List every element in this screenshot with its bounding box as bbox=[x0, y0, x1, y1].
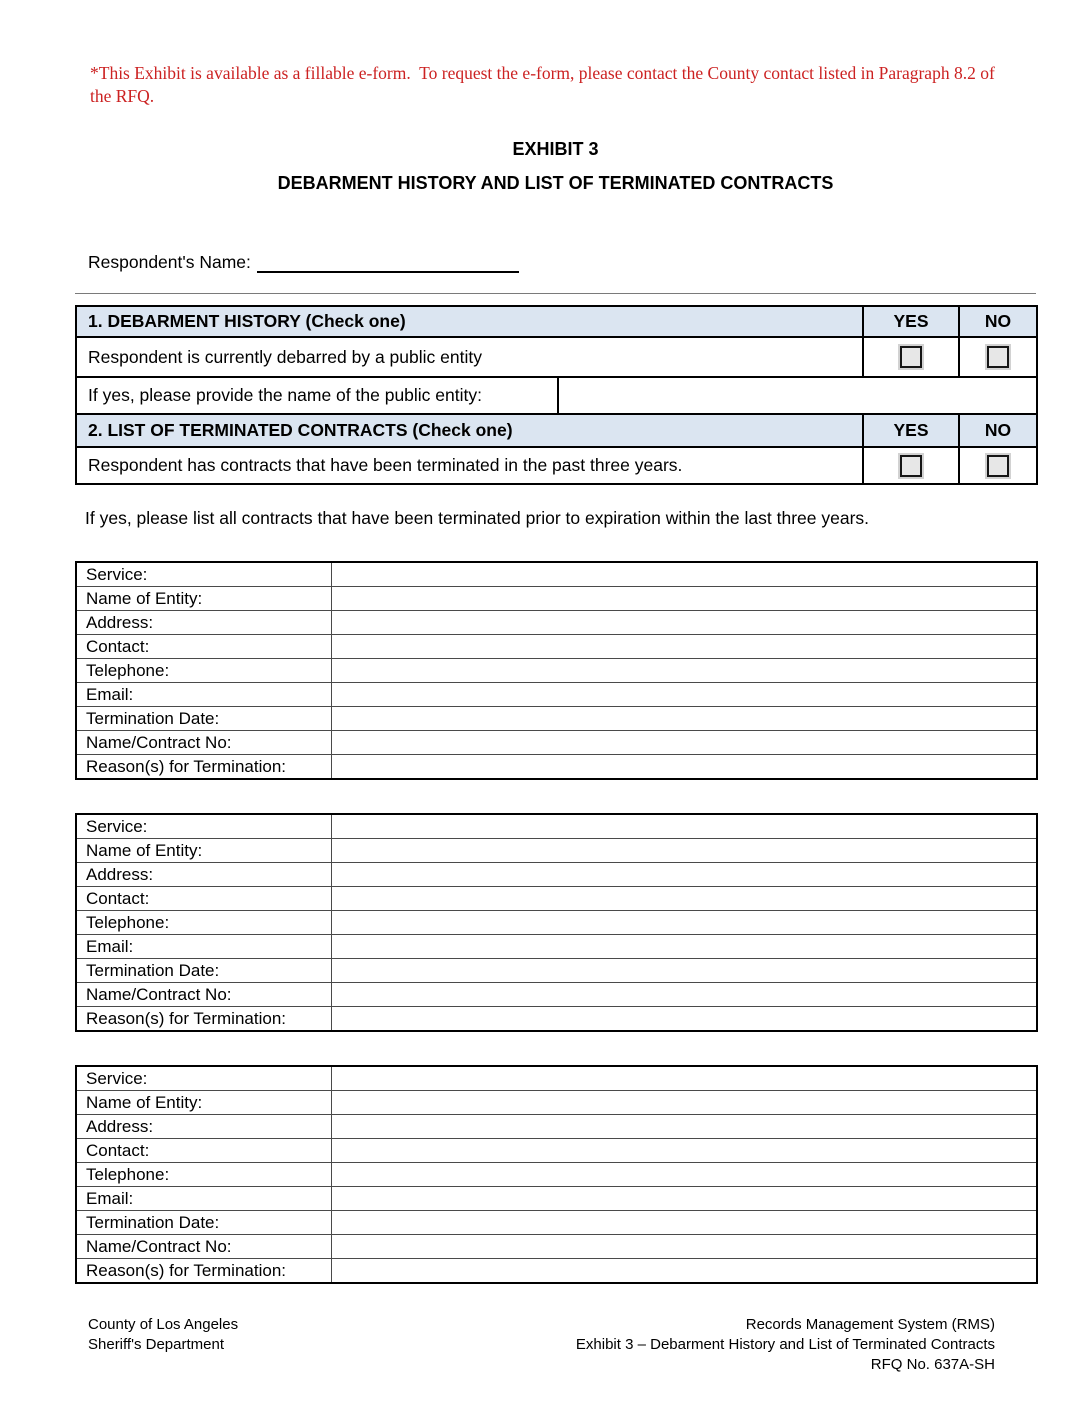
title-block bbox=[75, 138, 1036, 194]
contract-field-row bbox=[76, 1163, 1037, 1187]
contract-field-label: Termination Date: bbox=[76, 959, 331, 983]
respondent-name-blank[interactable] bbox=[257, 253, 519, 273]
contract-field-label: Name of Entity: bbox=[76, 839, 331, 863]
debarment-ifyes-row bbox=[76, 377, 1037, 414]
contract-field-row bbox=[76, 983, 1037, 1007]
horizontal-rule bbox=[75, 293, 1036, 294]
contract-field-input-cell[interactable] bbox=[331, 814, 1037, 839]
footer-system: Records Management System (RMS) bbox=[745, 1316, 995, 1333]
contract-field-label: Service: bbox=[76, 562, 331, 587]
contract-field-row bbox=[76, 1259, 1037, 1284]
contract-field-row bbox=[76, 1139, 1037, 1163]
contract-field-row bbox=[76, 562, 1037, 587]
contract-field-label: Contact: bbox=[76, 1139, 331, 1163]
contract-field-label: Name/Contract No: bbox=[76, 731, 331, 755]
contract-field-row bbox=[76, 755, 1037, 780]
contract-field-label: Name/Contract No: bbox=[76, 983, 331, 1007]
contract-field-label: Telephone: bbox=[76, 659, 331, 683]
terminated-contract-table-2 bbox=[75, 813, 1038, 1032]
contract-field-input-cell[interactable] bbox=[331, 683, 1037, 707]
contract-field-label: Reason(s) for Termination: bbox=[76, 755, 331, 780]
contract-field-row bbox=[76, 1115, 1037, 1139]
public-entity-name-input-cell[interactable] bbox=[558, 377, 1037, 414]
contract-field-row bbox=[76, 959, 1037, 983]
debarment-yes-checkbox[interactable] bbox=[900, 346, 922, 368]
contract-field-label: Address: bbox=[76, 1115, 331, 1139]
contract-field-row bbox=[76, 707, 1037, 731]
debarment-no-header: NO bbox=[959, 306, 1037, 337]
contract-field-input-cell[interactable] bbox=[331, 731, 1037, 755]
contract-field-label: Contact: bbox=[76, 887, 331, 911]
footer-exhibit: Exhibit 3 – Debarment History and List of Terminated Contracts bbox=[575, 1336, 995, 1353]
contract-field-input-cell[interactable] bbox=[331, 707, 1037, 731]
contract-field-input-cell[interactable] bbox=[331, 587, 1037, 611]
respondent-name-row bbox=[88, 252, 519, 273]
debarment-statement-row bbox=[76, 337, 1037, 377]
contract-field-row bbox=[76, 1007, 1037, 1032]
respondent-name-label: Respondent's Name: bbox=[88, 252, 251, 272]
exhibit-title: EXHIBIT 3 bbox=[512, 139, 599, 159]
contract-field-row bbox=[76, 911, 1037, 935]
contract-field-row bbox=[76, 635, 1037, 659]
contract-field-input-cell[interactable] bbox=[331, 755, 1037, 780]
contract-field-row bbox=[76, 731, 1037, 755]
footer-department: Sheriff's Department bbox=[88, 1336, 224, 1353]
terminated-no-checkbox[interactable] bbox=[987, 455, 1009, 477]
footer-rfq-number: RFQ No. 637A-SH bbox=[870, 1356, 995, 1373]
contract-field-input-cell[interactable] bbox=[331, 1091, 1037, 1115]
terminated-yes-checkbox[interactable] bbox=[900, 455, 922, 477]
contract-field-row bbox=[76, 587, 1037, 611]
contract-field-row bbox=[76, 1091, 1037, 1115]
contract-field-label: Name of Entity: bbox=[76, 1091, 331, 1115]
contract-field-input-cell[interactable] bbox=[331, 1211, 1037, 1235]
contract-field-input-cell[interactable] bbox=[331, 1163, 1037, 1187]
contract-field-label: Service: bbox=[76, 1066, 331, 1091]
contract-field-row bbox=[76, 814, 1037, 839]
contract-field-input-cell[interactable] bbox=[331, 659, 1037, 683]
contract-field-label: Reason(s) for Termination: bbox=[76, 1007, 331, 1032]
contract-field-input-cell[interactable] bbox=[331, 1259, 1037, 1284]
contract-field-row bbox=[76, 863, 1037, 887]
contract-field-row bbox=[76, 611, 1037, 635]
contract-field-label: Name of Entity: bbox=[76, 587, 331, 611]
contract-field-input-cell[interactable] bbox=[331, 959, 1037, 983]
terminated-header-row bbox=[76, 414, 1037, 447]
contract-field-row bbox=[76, 935, 1037, 959]
debarment-no-checkbox[interactable] bbox=[987, 346, 1009, 368]
footer-left bbox=[88, 1315, 238, 1355]
contract-field-label: Telephone: bbox=[76, 1163, 331, 1187]
contract-field-row bbox=[76, 1187, 1037, 1211]
list-contracts-instruction: If yes, please list all contracts that have been terminated prior to expiration within the last three years. bbox=[85, 508, 870, 528]
contract-field-input-cell[interactable] bbox=[331, 863, 1037, 887]
terminated-contract-table-1 bbox=[75, 561, 1038, 780]
contract-field-row bbox=[76, 659, 1037, 683]
contract-field-input-cell[interactable] bbox=[331, 1235, 1037, 1259]
exhibit-subtitle: DEBARMENT HISTORY AND LIST OF TERMINATED CONTRACTS bbox=[277, 173, 834, 193]
contract-field-label: Telephone: bbox=[76, 911, 331, 935]
contract-field-input-cell[interactable] bbox=[331, 562, 1037, 587]
contract-field-label: Reason(s) for Termination: bbox=[76, 1259, 331, 1284]
contract-field-label: Address: bbox=[76, 863, 331, 887]
contract-field-label: Contact: bbox=[76, 635, 331, 659]
contract-field-row bbox=[76, 1066, 1037, 1091]
contract-field-label: Address: bbox=[76, 611, 331, 635]
debarment-statement: Respondent is currently debarred by a public entity bbox=[76, 337, 863, 377]
debarment-yes-header: YES bbox=[863, 306, 959, 337]
debarment-terminated-table bbox=[75, 305, 1038, 485]
contract-field-label: Email: bbox=[76, 683, 331, 707]
contract-field-input-cell[interactable] bbox=[331, 911, 1037, 935]
debarment-ifyes-label: If yes, please provide the name of the public entity: bbox=[76, 377, 558, 414]
debarment-header-row bbox=[76, 306, 1037, 337]
contract-field-input-cell[interactable] bbox=[331, 1139, 1037, 1163]
contract-field-label: Service: bbox=[76, 814, 331, 839]
contract-field-label: Email: bbox=[76, 1187, 331, 1211]
fillable-eform-note: *This Exhibit is available as a fillable e-form. To request the e-form, please contact the County contact listed in Paragraph 8.2 of the RFQ. bbox=[90, 63, 1000, 106]
contract-field-row bbox=[76, 887, 1037, 911]
footer-county: County of Los Angeles bbox=[88, 1316, 239, 1333]
contract-field-input-cell[interactable] bbox=[331, 1066, 1037, 1091]
contract-field-input-cell[interactable] bbox=[331, 839, 1037, 863]
contract-field-row bbox=[76, 839, 1037, 863]
contract-field-input-cell[interactable] bbox=[331, 1115, 1037, 1139]
terminated-no-header: NO bbox=[959, 414, 1037, 447]
contract-field-label: Termination Date: bbox=[76, 707, 331, 731]
contract-field-input-cell[interactable] bbox=[331, 1187, 1037, 1211]
contract-field-input-cell[interactable] bbox=[331, 983, 1037, 1007]
terminated-yes-header: YES bbox=[863, 414, 959, 447]
contract-field-input-cell[interactable] bbox=[331, 635, 1037, 659]
terminated-statement-row bbox=[76, 447, 1037, 484]
contract-field-row bbox=[76, 1211, 1037, 1235]
terminated-statement: Respondent has contracts that have been terminated in the past three years. bbox=[76, 447, 863, 484]
terminated-header-label: 2. LIST OF TERMINATED CONTRACTS (Check one) bbox=[76, 414, 863, 447]
contract-field-row bbox=[76, 683, 1037, 707]
contract-field-label: Termination Date: bbox=[76, 1211, 331, 1235]
contract-field-row bbox=[76, 1235, 1037, 1259]
contract-field-label: Email: bbox=[76, 935, 331, 959]
contract-field-input-cell[interactable] bbox=[331, 611, 1037, 635]
contract-field-input-cell[interactable] bbox=[331, 935, 1037, 959]
contract-field-input-cell[interactable] bbox=[331, 1007, 1037, 1032]
debarment-header-label: 1. DEBARMENT HISTORY (Check one) bbox=[76, 306, 863, 337]
footer-right bbox=[576, 1315, 995, 1375]
terminated-contract-table-3 bbox=[75, 1065, 1038, 1284]
contract-field-input-cell[interactable] bbox=[331, 887, 1037, 911]
contract-field-label: Name/Contract No: bbox=[76, 1235, 331, 1259]
